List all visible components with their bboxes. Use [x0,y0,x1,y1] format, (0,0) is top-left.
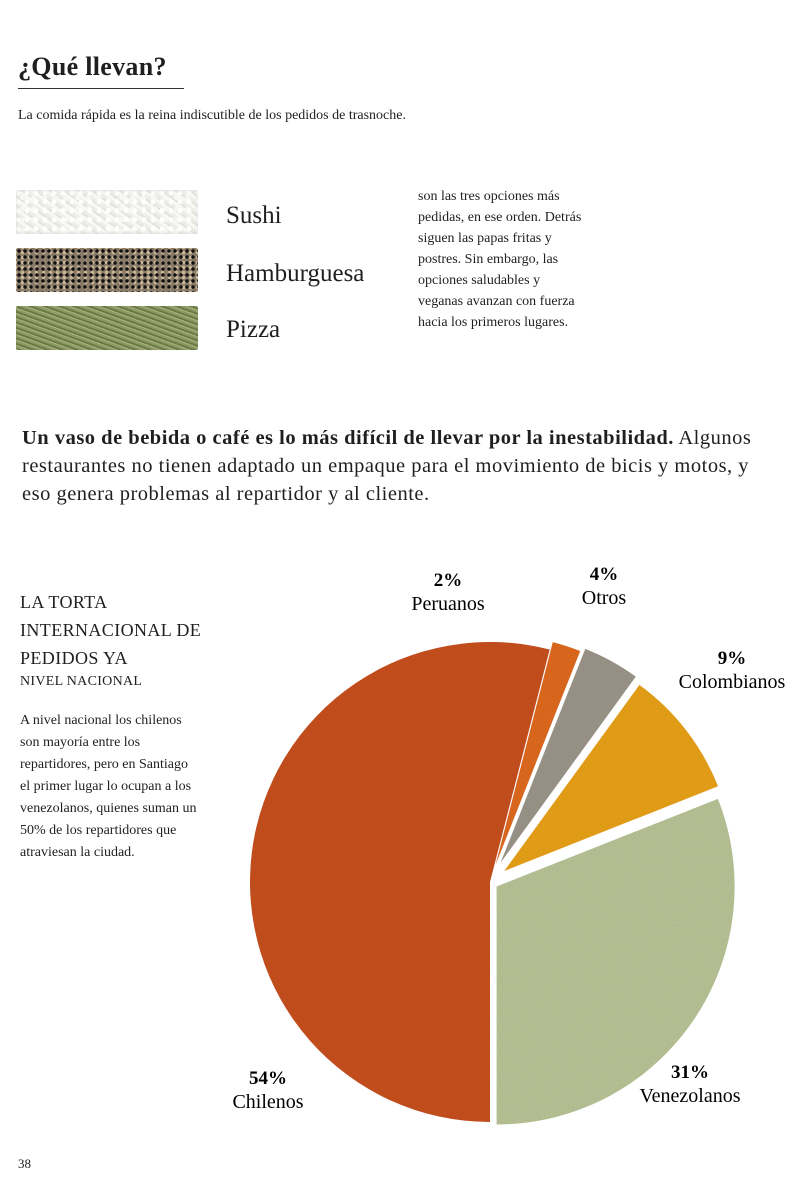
page-number: 38 [18,1156,31,1171]
callout-bold-text: Un vaso de bebida o café es lo más difícil de llevar por la inestabilidad. [22,427,674,449]
pie-category-label: Peruanos [411,593,485,615]
pie-percent-label: 31% [671,1062,709,1083]
pie-category-label: Chilenos [232,1091,304,1113]
food-label-sushi: Sushi [226,202,282,229]
food-label-hamburguesa: Hamburguesa [226,260,365,287]
pie-category-label: Colombianos [678,671,786,693]
pie-percent-label: 2% [433,570,463,591]
pie-percent-label: 9% [717,648,747,669]
pie-title-line: PEDIDOS YA [20,648,128,668]
pie-title-line: LA TORTA [20,592,108,612]
pie-percent-label: 54% [249,1068,287,1089]
pie-title-line: INTERNACIONAL DE [20,620,202,640]
pie-category-label: Venezolanos [639,1085,741,1107]
pie-section-subtitle: NIVEL NACIONAL [20,674,143,689]
pie-section-text: A nivel nacional los chilenos son mayoría entre los repartidores, pero en Santiago el primer lugar lo ocupan a los venezolanos, quienes suman un 50% de los repartidores que atraviesan la ciudad. [20,713,197,860]
pie-percent-label: 4% [589,564,619,585]
food-side-note: son las tres opciones más pedidas, en ese orden. Detrás siguen las papas fritas y postres. Sin embargo, las opciones saludables y veganas avanzan con fuerza hacia los primeros lugares. [418,189,582,330]
callout-regular-text: Algunos restaurantes no tienen adaptado un empaque para el movimiento de bicis y motos, y eso genera problemas al repartidor y al cliente. [22,427,752,505]
pie-category-label: Otros [581,587,627,609]
food-label-pizza: Pizza [226,316,281,343]
intro-text: La comida rápida es la reina indiscutible de los pedidos de trasnoche. [18,108,406,123]
page-heading: ¿Qué llevan? [18,52,167,81]
